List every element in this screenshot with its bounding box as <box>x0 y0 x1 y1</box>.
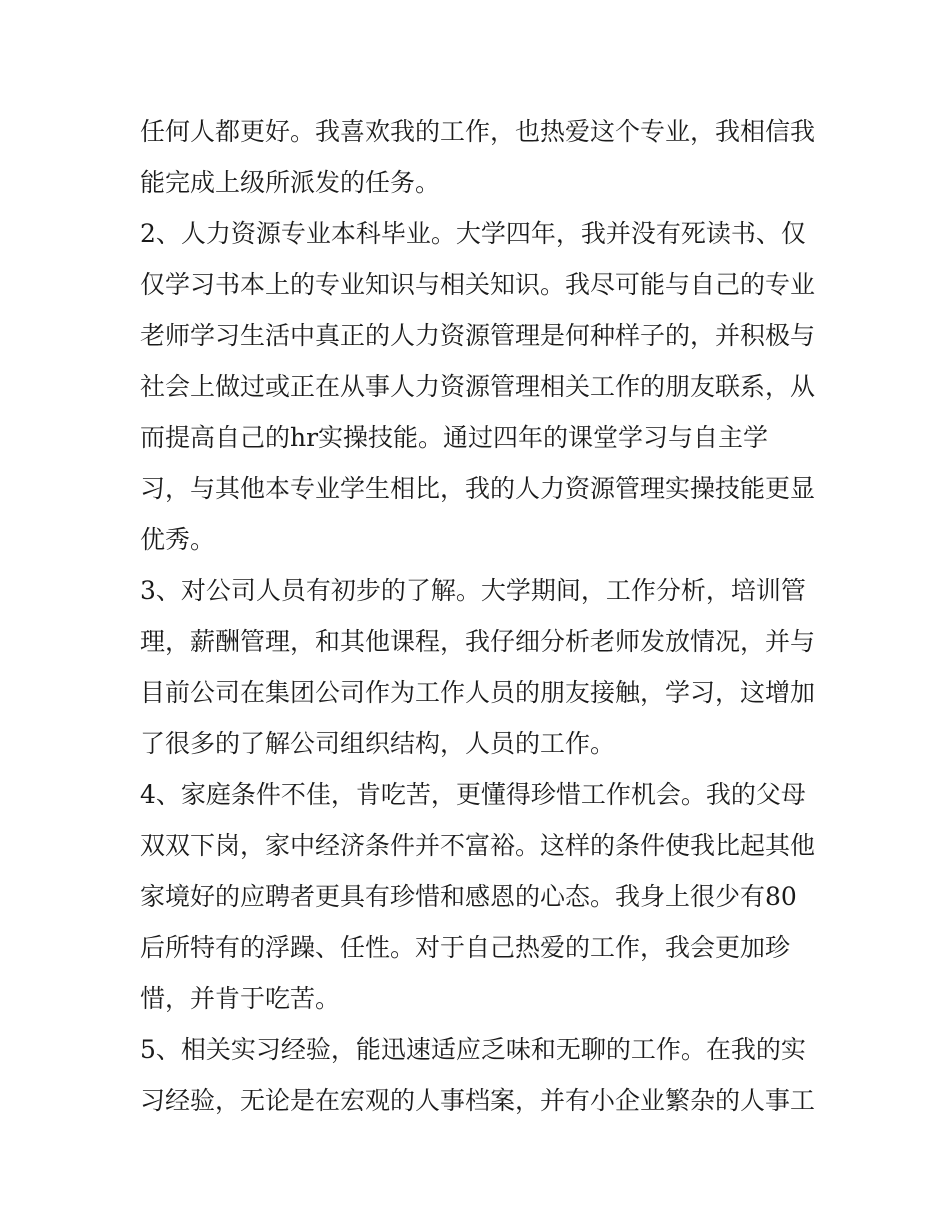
text-line: 优秀。 <box>140 525 216 554</box>
text-line: 能完成上级所派发的任务。 <box>140 168 441 197</box>
document-body <box>140 106 820 1126</box>
text-line: 老师学习生活中真正的人力资源管理是何种样子的，并积极与 <box>140 321 816 350</box>
text-line: 了很多的了解公司组织结构，人员的工作。 <box>140 729 616 758</box>
text-line: 3、对公司人员有初步的了解。大学期间，工作分析，培训管 <box>140 576 806 605</box>
text-line: 社会上做过或正在从事人力资源管理相关工作的朋友联系，从 <box>140 372 816 401</box>
text-line: 家境好的应聘者更具有珍惜和感恩的心态。我身上很少有80 <box>140 882 797 911</box>
text-line: 惜，并肯于吃苦。 <box>140 984 341 1013</box>
text-line: 任何人都更好。我喜欢我的工作，也热爱这个专业，我相信我 <box>140 117 816 146</box>
text-line: 双双下岗，家中经济条件并不富裕。这样的条件使我比起其他 <box>140 831 816 860</box>
text-line: 目前公司在集团公司作为工作人员的朋友接触，学习，这增加 <box>140 678 816 707</box>
text-line: 5、相关实习经验，能迅速适应乏味和无聊的工作。在我的实 <box>140 1035 806 1064</box>
text-line: 2、人力资源专业本科毕业。大学四年，我并没有死读书、仅 <box>140 219 806 248</box>
text-line: 仅学习书本上的专业知识与相关知识。我尽可能与自己的专业 <box>140 270 816 299</box>
text-line: 后所特有的浮躁、任性。对于自己热爱的工作，我会更加珍 <box>140 933 791 962</box>
text-line: 习经验，无论是在宏观的人事档案，并有小企业繁杂的人事工 <box>140 1086 816 1115</box>
text-line: 而提高自己的hr实操技能。通过四年的课堂学习与自主学 <box>140 423 769 452</box>
text-line: 理，薪酬管理，和其他课程，我仔细分析老师发放情况，并与 <box>140 627 816 656</box>
text-line: 习，与其他本专业学生相比，我的人力资源管理实操技能更显 <box>140 474 816 503</box>
text-line: 4、家庭条件不佳，肯吃苦，更懂得珍惜工作机会。我的父母 <box>140 780 806 809</box>
